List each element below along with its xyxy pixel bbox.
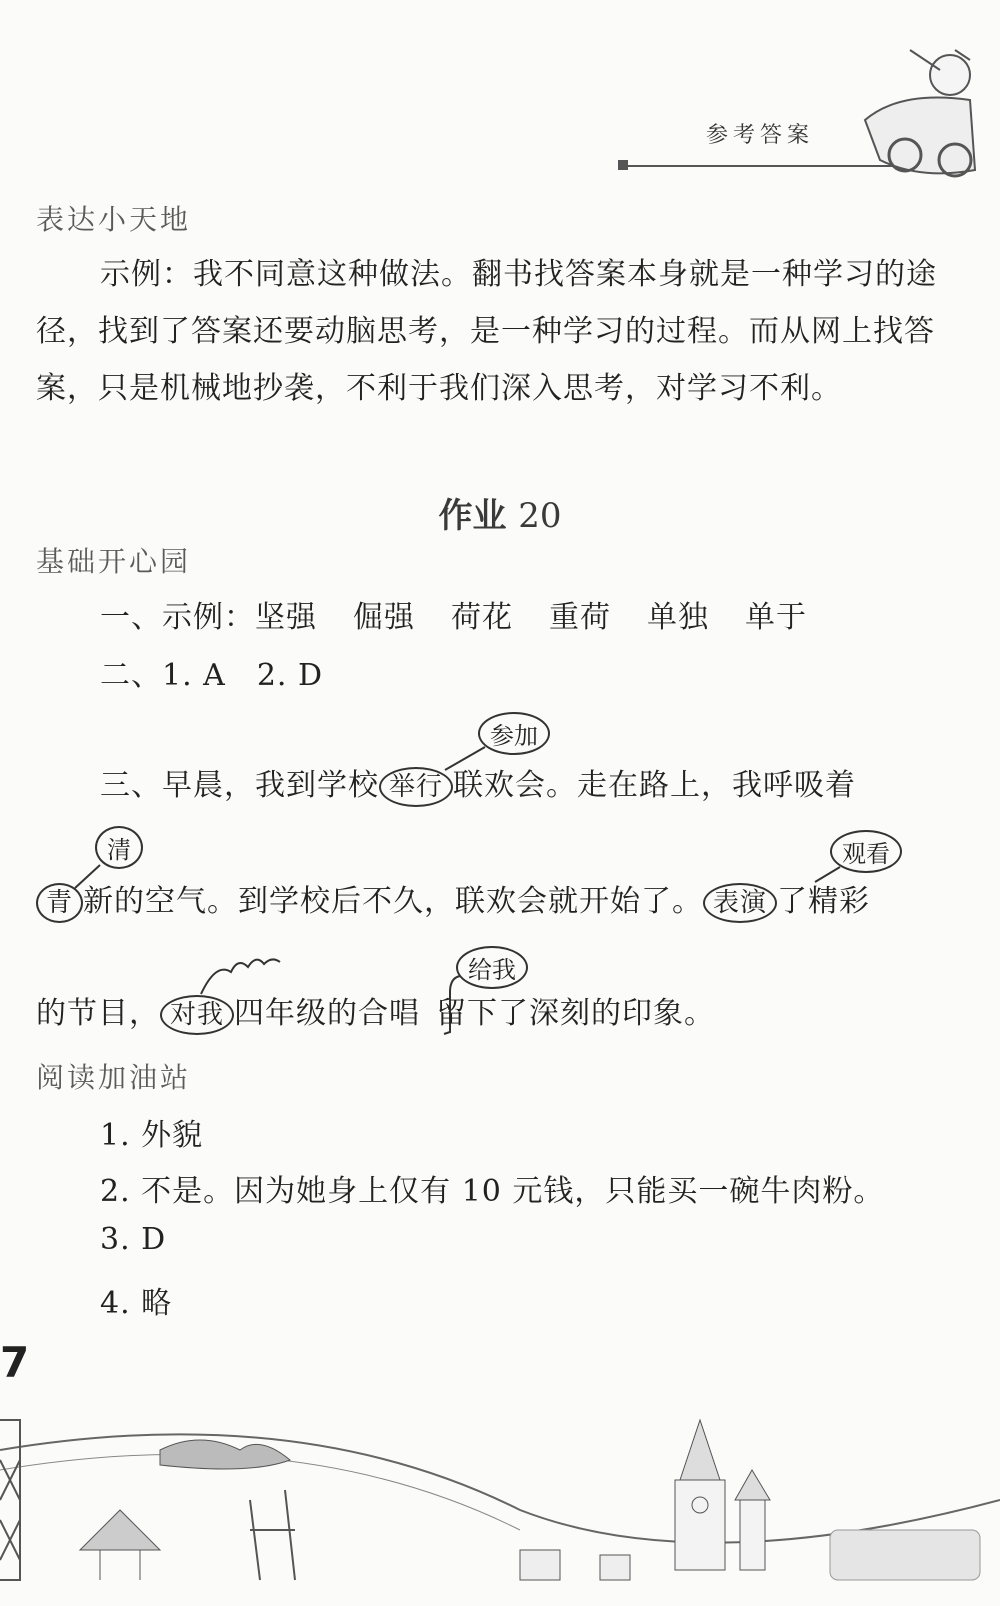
- page-number: 7: [0, 1338, 30, 1387]
- header-title: 参考答案: [706, 123, 815, 148]
- q1-prefix: 一、示例：: [100, 600, 255, 635]
- section-heading-reading: 阅读加油站: [36, 1061, 192, 1094]
- reading-answer: 3. D: [100, 1222, 167, 1257]
- q2-line: 二、1. A 2. D: [100, 658, 324, 693]
- section-heading-expression: 表达小天地: [36, 203, 192, 236]
- circled-word: 青: [36, 883, 83, 923]
- correction-mark: 清: [95, 826, 143, 869]
- q1-word: 重荷: [549, 600, 611, 635]
- circled-word: 对我: [160, 995, 234, 1035]
- landscape-illustration: [0, 1380, 1000, 1606]
- q1-word: 荷花: [451, 600, 513, 635]
- section1-paragraph: [36, 246, 961, 417]
- q3-text: 的节目，: [36, 996, 160, 1031]
- q3-text: 联欢会。走在路上，我呼吸着: [453, 768, 857, 803]
- reading-answer: 4. 略: [100, 1286, 173, 1321]
- q1-word: 倔强: [353, 600, 415, 635]
- assignment-title: [0, 488, 1000, 537]
- q3-text: 三、早晨，我到学校: [100, 768, 379, 803]
- reading-answer: 2. 不是。因为她身上仅有 10 元钱，只能买一碗牛肉粉。: [100, 1174, 885, 1209]
- q3-text: 了精彩: [777, 884, 871, 919]
- q3-line2: [36, 876, 870, 923]
- section1-text: 示例：我不同意这种做法。翻书找答案本身就是一种学习的途径，找到了答案还要动脑思考，是一种学习的过程。而从网上找答案，只是机械地抄袭，不利于我们深入思考，对学习不利。: [36, 257, 937, 406]
- correction-mark: 参加: [478, 712, 550, 755]
- correction-mark: 给我: [456, 946, 528, 989]
- assignment-number: 20: [518, 496, 562, 536]
- mascot-illustration: [860, 30, 980, 190]
- correction-mark: 观看: [830, 830, 902, 873]
- circled-word: 表演: [703, 883, 777, 923]
- q3-text: 新的空气。到学校后不久，联欢会就开始了。: [83, 884, 704, 919]
- q1-word: 单于: [745, 600, 807, 635]
- q1-word: 单独: [647, 600, 709, 635]
- q1-word: 坚强: [255, 600, 317, 635]
- q3-text: 四年级的合唱: [234, 996, 421, 1031]
- q3-line1: [100, 760, 856, 807]
- q1-line: [100, 592, 843, 636]
- section-heading-basics: 基础开心园: [36, 545, 192, 578]
- q3-line3: [36, 988, 715, 1035]
- assignment-label: 作业: [438, 496, 507, 536]
- q3-text: 留下了深刻的印象。: [436, 996, 716, 1031]
- reading-answer: 1. 外貌: [100, 1118, 204, 1153]
- circled-word: 举行: [379, 767, 453, 807]
